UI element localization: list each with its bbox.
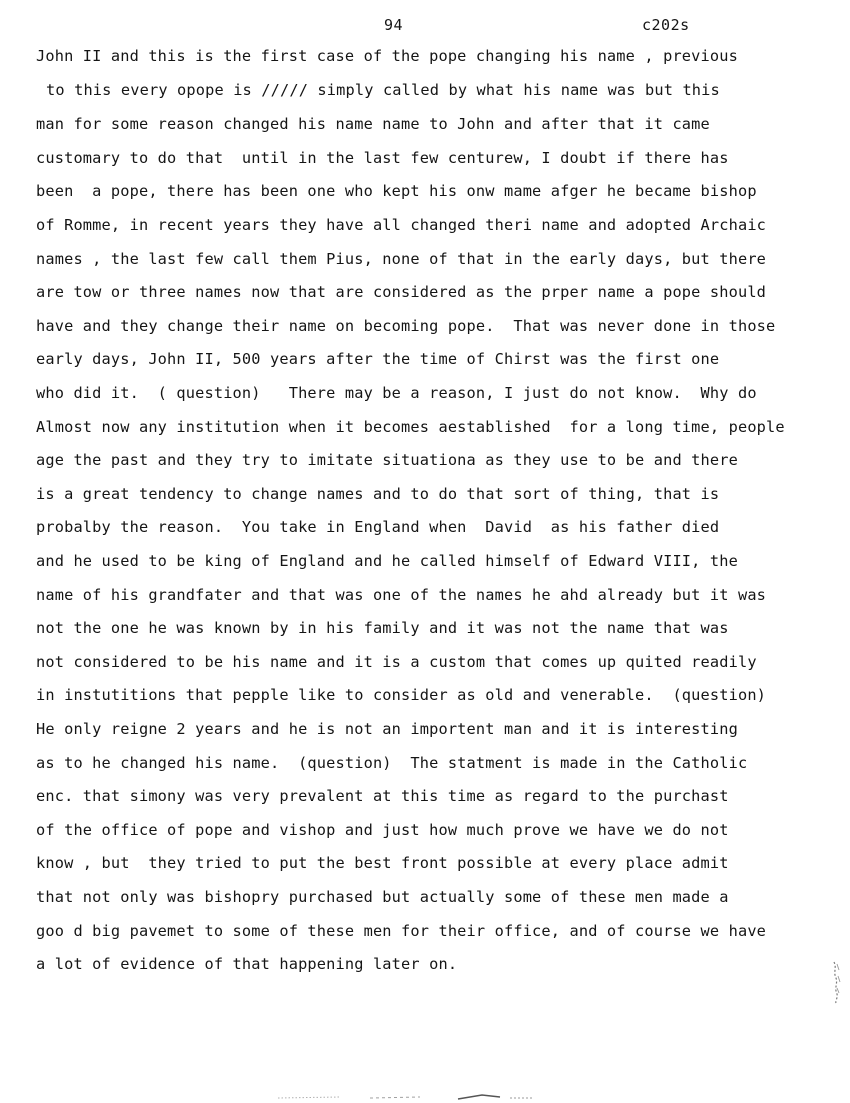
document-code: c202s xyxy=(642,16,690,34)
text-line: who did it. ( question) There may be a reason, I just do not know. Why do xyxy=(36,384,757,402)
text-line: as to he changed his name. (question) The statment is made in the Catholic xyxy=(36,754,748,772)
margin-scan-mark-icon xyxy=(828,958,844,1004)
text-line: age the past and they try to imitate situationa as they use to be and there xyxy=(36,451,738,469)
text-line: not the one he was known by in his family and it was not the name that was xyxy=(36,619,729,637)
text-line: John II and this is the first case of the pope changing his name , previous xyxy=(36,47,738,65)
text-line: name of his grandfater and that was one of the names he ahd already but it was xyxy=(36,586,767,604)
text-line: been a pope, there has been one who kept his onw mame afger he became bishop xyxy=(36,182,757,200)
text-line: and he used to be king of England and he called himself of Edward VIII, the xyxy=(36,552,738,570)
text-line: He only reigne 2 years and he is not an importent man and it is interesting xyxy=(36,720,738,738)
bottom-scan-artifact-icon xyxy=(270,1092,540,1102)
text-line: of the office of pope and vishop and just how much prove we have we do not xyxy=(36,821,729,839)
page-number: 94 xyxy=(384,16,404,34)
text-line: to this every opope is ///// simply called by what his name was but this xyxy=(46,81,720,99)
text-line: customary to do that until in the last few centurew, I doubt if there has xyxy=(36,149,729,167)
text-line: of Romme, in recent years they have all changed theri name and adopted Archaic xyxy=(36,216,767,234)
text-line: goo d big pavemet to some of these men for their office, and of course we have xyxy=(36,922,767,940)
page-header xyxy=(0,12,850,38)
text-line: probalby the reason. You take in England when David as his father died xyxy=(36,518,720,536)
text-line: names , the last few call them Pius, none of that in the early days, but there xyxy=(36,250,767,268)
text-line: enc. that simony was very prevalent at this time as regard to the purchast xyxy=(36,787,729,805)
text-line: Almost now any institution when it becomes aestablished for a long time, people xyxy=(36,418,785,436)
text-line: in instutitions that pepple like to consider as old and venerable. (question) xyxy=(36,686,767,704)
text-line: man for some reason changed his name name to John and after that it came xyxy=(36,115,710,133)
text-line: are tow or three names now that are considered as the prper name a pope should xyxy=(36,283,767,301)
text-line: have and they change their name on becoming pope. That was never done in those xyxy=(36,317,776,335)
text-line: early days, John II, 500 years after the time of Chirst was the first one xyxy=(36,350,720,368)
text-line: a lot of evidence of that happening later on. xyxy=(36,955,458,973)
text-line: is a great tendency to change names and to do that sort of thing, that is xyxy=(36,485,720,503)
text-line: not considered to be his name and it is a custom that comes up quited readily xyxy=(36,653,757,671)
text-line: that not only was bishopry purchased but actually some of these men made a xyxy=(36,888,729,906)
text-line: know , but they tried to put the best front possible at every place admit xyxy=(36,854,729,872)
